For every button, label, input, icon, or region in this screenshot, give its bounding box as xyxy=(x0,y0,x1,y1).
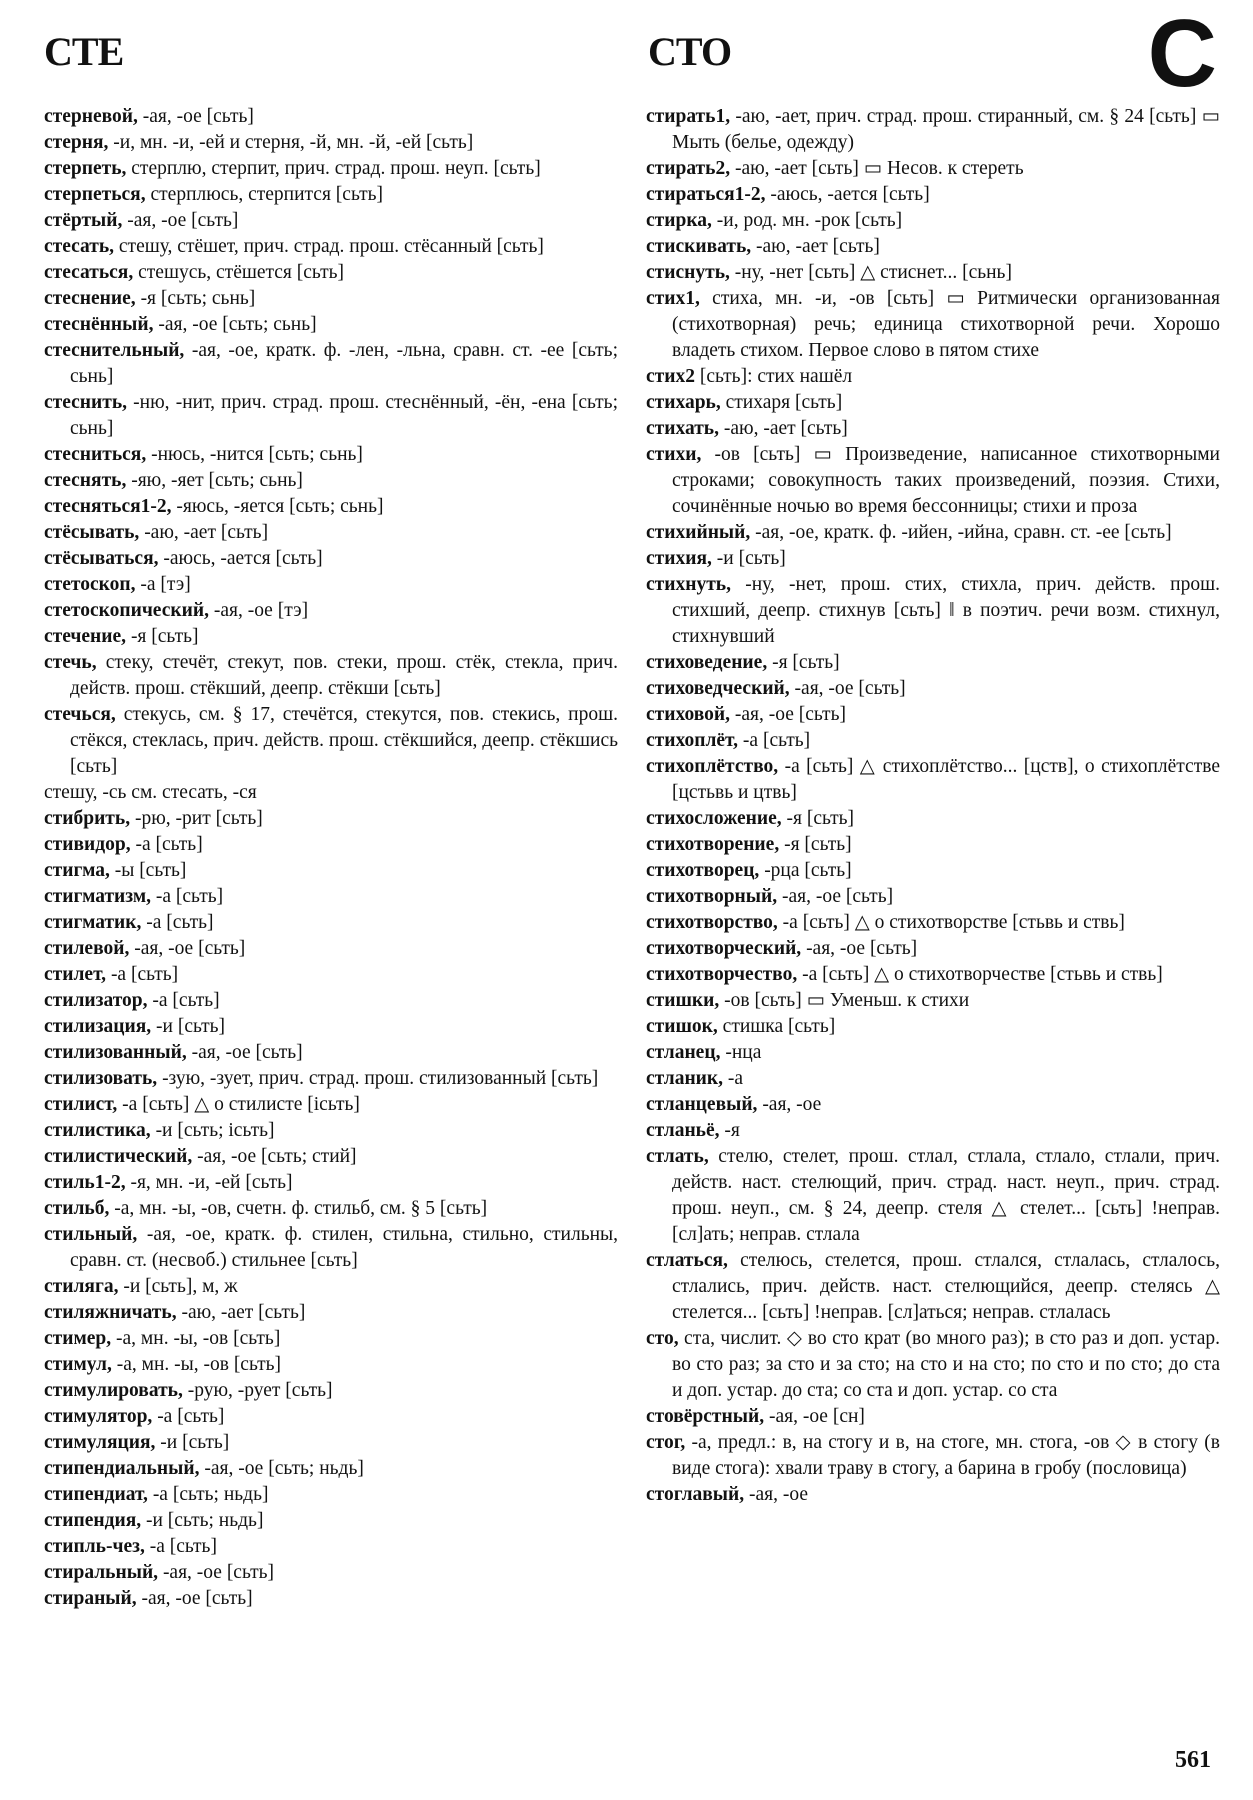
entry-headword: стланцевый, xyxy=(646,1094,758,1115)
dictionary-entry xyxy=(646,1144,1220,1248)
dictionary-entry xyxy=(44,1534,618,1560)
entry-body: -а [сьть; ньдь] xyxy=(147,1484,269,1505)
entry-body: -и [сьть] xyxy=(151,1016,226,1037)
entry-headword: стланик, xyxy=(646,1068,724,1089)
entry-body: -и [сьть; ісьть] xyxy=(150,1120,275,1141)
dictionary-entry xyxy=(44,1144,618,1170)
entry-body: -и [сьть; ньдь] xyxy=(141,1510,264,1531)
entry-body: ста, числит. ◇ во сто крат (во много раз); в сто раз и доп. устар. во сто раз; за сто и за сто; на сто и на сто; по сто и по сто; до ста и доп. устар. до ста; со ста и доп. устар. со ста xyxy=(672,1328,1220,1401)
entry-headword: стилистический, xyxy=(44,1146,193,1167)
entry-body: -я [сьть; сьнь] xyxy=(135,288,256,309)
dictionary-entry xyxy=(44,1456,618,1482)
dictionary-entry xyxy=(44,1274,618,1300)
dictionary-entry xyxy=(44,1482,618,1508)
entry-headword: стирать1, xyxy=(646,106,731,127)
entry-body: -яюсь, -яется [сьть; сьнь] xyxy=(171,496,384,517)
entry-body: -я [сьть] xyxy=(767,652,840,673)
entry-headword: стеснять, xyxy=(44,470,127,491)
entry-body: [сьть]: стих нашёл xyxy=(694,366,853,387)
dictionary-entry xyxy=(646,1014,1220,1040)
entry-headword: стог, xyxy=(646,1432,686,1453)
dictionary-entry xyxy=(646,962,1220,988)
dictionary-entry xyxy=(646,858,1220,884)
entry-body: -и [сьть] xyxy=(155,1432,230,1453)
entry-body: -и, мн. -и, -ей и стерня, -й, мн. -й, -ей [сьть] xyxy=(108,132,474,153)
entry-body: -а, мн. -ы, -ов [сьть] xyxy=(111,1354,282,1375)
entry-body: -а [сьть] △ о стихотворчестве [стьвь и ствь] xyxy=(797,964,1163,985)
entry-headword: стишки, xyxy=(646,990,720,1011)
entry-headword: стимуляция, xyxy=(44,1432,156,1453)
entry-body: -а [сьть] xyxy=(152,1406,225,1427)
dictionary-entry xyxy=(646,728,1220,754)
dictionary-entry xyxy=(44,156,618,182)
dictionary-entry xyxy=(44,234,618,260)
entry-body: -рую, -рует [сьть] xyxy=(182,1380,333,1401)
entry-body: стекусь, см. § 17, стечётся, стекутся, пов. стекись, прош. стёкся, стеклась, прич. действ. прош. стёкшийся, деепр. стёкшись [сьть] xyxy=(70,704,618,777)
dictionary-entry xyxy=(44,858,618,884)
entry-body: стиха, мн. -и, -ов [сьть] ▭ Ритмически организованная (стихотворная) речь; единица стихотворной речи. Хорошо владеть стихом. Первое слово в пятом стихе xyxy=(672,288,1220,361)
entry-headword: стечься, xyxy=(44,704,116,725)
entry-body: -ая, -ое [сьть; сьнь] xyxy=(153,314,317,335)
entry-body: -а [тэ] xyxy=(135,574,191,595)
entry-headword: стискивать, xyxy=(646,236,752,257)
entry-body: стерплюсь, стерпится [сьть] xyxy=(145,184,384,205)
entry-headword: стиховедческий, xyxy=(646,678,790,699)
entry-headword: стигматизм, xyxy=(44,886,151,907)
entry-body: -ая, -ое [сьть] xyxy=(730,704,846,725)
dictionary-entry xyxy=(44,1196,618,1222)
entry-headword: стиснуть, xyxy=(646,262,730,283)
dictionary-entry xyxy=(646,702,1220,728)
dictionary-entry xyxy=(44,1586,618,1612)
dictionary-entry xyxy=(44,832,618,858)
entry-headword: стихийный, xyxy=(646,522,751,543)
dictionary-entry xyxy=(44,130,618,156)
entry-headword: стихотворческий, xyxy=(646,938,802,959)
entry-body: -аю, -ает [сьть] xyxy=(139,522,269,543)
dictionary-entry xyxy=(44,1326,618,1352)
entry-headword: стесаться, xyxy=(44,262,134,283)
entry-headword: стипендия, xyxy=(44,1510,142,1531)
entry-headword: стибрить, xyxy=(44,808,131,829)
entry-headword: стетоскоп, xyxy=(44,574,136,595)
entry-body: -я [сьть] xyxy=(779,834,852,855)
entry-headword: стилизовать, xyxy=(44,1068,158,1089)
entry-headword: стилист, xyxy=(44,1094,118,1115)
dictionary-entry xyxy=(44,104,618,130)
entry-body: -аю, -ает [сьть] xyxy=(176,1302,306,1323)
entry-headword: стеснить, xyxy=(44,392,128,413)
dictionary-entry xyxy=(44,1378,618,1404)
entry-headword: стираться1-2, xyxy=(646,184,766,205)
entry-body: -ая, -ое [сн] xyxy=(764,1406,865,1427)
entry-headword: стиль1-2, xyxy=(44,1172,126,1193)
entry-headword: стихоплёт, xyxy=(646,730,739,751)
dictionary-entry xyxy=(44,468,618,494)
entry-body: -ая, -ое [тэ] xyxy=(208,600,309,621)
entry-headword: стильб, xyxy=(44,1198,110,1219)
dictionary-entry xyxy=(44,1404,618,1430)
dictionary-entry xyxy=(646,416,1220,442)
dictionary-entry xyxy=(44,442,618,468)
entry-headword: стиховедение, xyxy=(646,652,768,673)
entry-headword: стиховой, xyxy=(646,704,730,725)
entry-headword: стилизатор, xyxy=(44,990,148,1011)
entry-headword: стигма, xyxy=(44,860,110,881)
entry-headword: стеснение, xyxy=(44,288,136,309)
entry-body: -и [сьть] xyxy=(711,548,786,569)
entry-body: -а [сьть] xyxy=(147,990,220,1011)
entry-body: -ая, -ое [сьть] xyxy=(186,1042,303,1063)
dictionary-entry xyxy=(646,1248,1220,1326)
entry-headword: стильный, xyxy=(44,1224,138,1245)
dictionary-entry xyxy=(646,234,1220,260)
entry-body: -аюсь, -ается [сьть] xyxy=(765,184,930,205)
dictionary-entry xyxy=(44,390,618,442)
dictionary-entry xyxy=(646,1482,1220,1508)
entry-headword: стёсываться, xyxy=(44,548,159,569)
entry-headword: стилевой, xyxy=(44,938,130,959)
entry-headword: стирка, xyxy=(646,210,712,231)
entry-body: -а [сьть] △ стихоплётство... [цств], о стихоплётстве [цстьвь и цтвь] xyxy=(672,756,1220,803)
entry-body: -зую, -зует, прич. страд. прош. стилизованный [сьть] xyxy=(157,1068,599,1089)
dictionary-entry xyxy=(646,910,1220,936)
dictionary-entry xyxy=(646,988,1220,1014)
entry-headword: стерпеться, xyxy=(44,184,146,205)
entry-body: -а, мн. -ы, -ов [сьть] xyxy=(111,1328,281,1349)
entry-headword: стипль-чез, xyxy=(44,1536,145,1557)
dictionary-entry xyxy=(44,1014,618,1040)
entry-headword: стихоплётство, xyxy=(646,756,779,777)
entry-body: -ая, -ое [сьть] xyxy=(129,938,246,959)
entry-body: -а [сьть] xyxy=(738,730,811,751)
entry-headword: стеснённый, xyxy=(44,314,154,335)
dictionary-entry xyxy=(44,520,618,546)
entry-headword: стиляжничать, xyxy=(44,1302,177,1323)
dictionary-entry xyxy=(44,1040,618,1066)
dictionary-entry xyxy=(44,1430,618,1456)
entry-body: -ну, -нет, прош. стих, стихла, прич. действ. прош. стихший, деепр. стихнув [сьть] ‖ в поэтич. речи возм. стихнул, стихнувший xyxy=(672,574,1220,647)
dictionary-entry xyxy=(44,546,618,572)
entry-headword: стесняться1-2, xyxy=(44,496,172,517)
dictionary-entry xyxy=(646,104,1220,156)
entry-body: -ая, -ое xyxy=(757,1094,822,1115)
dictionary-entry xyxy=(646,156,1220,182)
entry-headword: стиляга, xyxy=(44,1276,119,1297)
dictionary-entry xyxy=(44,702,618,780)
entry-body: -аю, -ает [сьть] xyxy=(718,418,848,439)
dictionary-entry xyxy=(44,260,618,286)
entry-headword: стихнуть, xyxy=(646,574,731,595)
dictionary-entry xyxy=(44,1508,618,1534)
left-running-head: СТЕ xyxy=(44,29,124,74)
entry-body: -ню, -нит, прич. страд. прош. стеснённый, -ён, -ена [сьть; сьнь] xyxy=(70,392,618,439)
dictionary-entry xyxy=(646,442,1220,520)
entry-headword: стипендиальный, xyxy=(44,1458,200,1479)
entry-headword: стёртый, xyxy=(44,210,123,231)
dictionary-entry xyxy=(646,1326,1220,1404)
dictionary-entry xyxy=(44,338,618,390)
dictionary-entry xyxy=(646,520,1220,546)
dictionary-entry xyxy=(646,884,1220,910)
entry-headword: стих1, xyxy=(646,288,700,309)
dictionary-entry xyxy=(646,364,1220,390)
dictionary-entry xyxy=(44,650,618,702)
dictionary-entry xyxy=(646,390,1220,416)
entry-body: стешусь, стёшется [сьть] xyxy=(133,262,344,283)
entry-body: -ов [сьть] ▭ Произведение, написанное стихотворными строками; совокупность таких произведений, поэзия. Стихи, сочинённые ночью во время бессонницы; стихи и проза xyxy=(672,444,1220,517)
dictionary-entry xyxy=(44,286,618,312)
dictionary-entry xyxy=(44,988,618,1014)
entry-headword: стихотворный, xyxy=(646,886,778,907)
entry-headword: стимулятор, xyxy=(44,1406,153,1427)
entry-body: -аю, -ает [сьть] ▭ Несов. к стереть xyxy=(730,158,1024,179)
entry-body: -а, предл.: в, на стогу и в, на стоге, мн. стога, -ов ◇ в стогу (в виде стога): хвали траву в стогу, а барина в гробу (пословица) xyxy=(672,1432,1220,1479)
entry-headword: стимул, xyxy=(44,1354,112,1375)
entry-body: -нюсь, -нится [сьть; сьнь] xyxy=(146,444,363,465)
entry-body: -и, род. мн. -рок [сьть] xyxy=(711,210,903,231)
entry-headword: стетоскопический, xyxy=(44,600,209,621)
entry-body: -ая, -ое [сьть] xyxy=(122,210,239,231)
dictionary-entry xyxy=(646,832,1220,858)
center-running-head: СТО xyxy=(648,29,732,74)
dictionary-entry xyxy=(44,806,618,832)
entry-headword: стесать, xyxy=(44,236,115,257)
entry-headword: стилистика, xyxy=(44,1120,151,1141)
entry-headword: стипендиат, xyxy=(44,1484,148,1505)
dictionary-entry xyxy=(44,1092,618,1118)
entry-body: -а xyxy=(723,1068,744,1089)
entry-body: -рца [сьть] xyxy=(759,860,852,881)
page-number: 561 xyxy=(1175,1747,1211,1773)
left-column xyxy=(44,104,618,1612)
entry-body: -ая, -ое [сьть] xyxy=(136,1588,253,1609)
entry-body: -а [сьть] xyxy=(130,834,203,855)
dictionary-entry xyxy=(44,624,618,650)
entry-headword: стилизация, xyxy=(44,1016,152,1037)
dictionary-entry xyxy=(646,286,1220,364)
dictionary-entry xyxy=(646,676,1220,702)
entry-body: -ая, -ое [сьть; стий] xyxy=(192,1146,357,1167)
entry-headword: стерня, xyxy=(44,132,109,153)
entry-headword: стивидор, xyxy=(44,834,131,855)
entry-headword: стихотворство, xyxy=(646,912,778,933)
entry-headword: сто, xyxy=(646,1328,679,1349)
dictionary-entry xyxy=(646,754,1220,806)
entry-headword: стланец, xyxy=(646,1042,721,1063)
entry-body: -а [сьть] xyxy=(141,912,214,933)
entry-body: стишка [сьть] xyxy=(717,1016,836,1037)
entry-headword: стихотворец, xyxy=(646,860,760,881)
entry-headword: стих2 xyxy=(646,366,695,387)
entry-body: -ая, -ое, кратк. ф. -лен, -льна, сравн. ст. -ее [сьть; сьнь] xyxy=(70,340,618,387)
entry-body: -яю, -яет [сьть; сьнь] xyxy=(126,470,303,491)
dictionary-entry xyxy=(44,1352,618,1378)
entry-headword: стишок, xyxy=(646,1016,718,1037)
entry-body: стерплю, стерпит, прич. страд. прош. неуп. [сьть] xyxy=(126,158,541,179)
entry-body: -аю, -ает, прич. страд. прош. стиранный, см. § 24 [сьть] ▭ Мыть (белье, одежду) xyxy=(672,106,1220,153)
entry-body: -а [сьть] △ о стихотворстве [стьвь и ствь] xyxy=(777,912,1125,933)
entry-body: -я [сьть] xyxy=(126,626,199,647)
entry-body: -ая, -ое [сьть] xyxy=(158,1562,275,1583)
entry-body: -ая, -ое, кратк. ф. стилен, стильна, стильно, стильны, сравн. ст. (несвоб.) стильнее [сьть] xyxy=(70,1224,618,1271)
entry-body: -ая, -ое xyxy=(744,1484,809,1505)
dictionary-entry xyxy=(44,936,618,962)
dictionary-entry xyxy=(44,962,618,988)
dictionary-entry xyxy=(44,1170,618,1196)
entry-body: стелю, стелет, прош. стлал, стлала, стлало, стлали, прич. действ. наст. стелющий, прич. страд. наст. неуп., прич. страд. прош. неуп., см. § 24, деепр. стеля △ стелет... [сьть] !неправ. [сл]ать; неправ. стлала xyxy=(672,1146,1220,1245)
dictionary-entry xyxy=(646,208,1220,234)
entry-body: -а [сьть] △ о стилисте [ісьть] xyxy=(117,1094,360,1115)
dictionary-entry xyxy=(44,910,618,936)
dictionary-entry xyxy=(646,806,1220,832)
entry-body: стеку, стечёт, стекут, пов. стеки, прош. стёк, стекла, прич. действ. прош. стёкший, деепр. стёкши [сьть] xyxy=(70,652,618,699)
entry-body: -я, мн. -и, -ей [сьть] xyxy=(125,1172,293,1193)
dictionary-entry xyxy=(44,572,618,598)
dictionary-entry xyxy=(646,1040,1220,1066)
entry-body: -нца xyxy=(720,1042,762,1063)
dictionary-entry xyxy=(44,312,618,338)
entry-body: -ая, -ое [сьть] xyxy=(137,106,254,127)
entry-body: -ая, -ое [сьть] xyxy=(789,678,906,699)
dictionary-entry xyxy=(44,182,618,208)
entry-headword: стихарь, xyxy=(646,392,721,413)
entry-body: -а, мн. -ы, -ов, счетн. ф. стильб, см. § 5 [сьть] xyxy=(109,1198,488,1219)
entry-headword: стерневой, xyxy=(44,106,138,127)
entry-body: -ы [сьть] xyxy=(109,860,187,881)
entry-body: -ая, -ое [сьть; ньдь] xyxy=(199,1458,364,1479)
entry-body: -аю, -ает [сьть] xyxy=(751,236,880,257)
entry-headword: стлать, xyxy=(646,1146,709,1167)
entry-body: -ов [сьть] ▭ Уменьш. к стихи xyxy=(719,990,970,1011)
entry-headword: стирать2, xyxy=(646,158,731,179)
entry-body: -ая, -ое, кратк. ф. -ийен, -ийна, сравн. ст. -ее [сьть] xyxy=(750,522,1172,543)
entry-headword: стираный, xyxy=(44,1588,137,1609)
entry-body: -а [сьть] xyxy=(151,886,224,907)
dictionary-entry xyxy=(44,780,618,806)
entry-headword: стиральный, xyxy=(44,1562,159,1583)
entry-body: стелюсь, стелется, прош. стлался, стлалась, стлалось, стлались, прич. действ. наст. стелющийся, деепр. стелясь △ стелется... [сьть] !неправ. [сл]аться; неправ. стлалась xyxy=(672,1250,1220,1323)
dictionary-entry xyxy=(44,1118,618,1144)
entry-body: -аюсь, -ается [сьть] xyxy=(158,548,323,569)
entry-body: -я [сьть] xyxy=(781,808,855,829)
entry-headword: стерпеть, xyxy=(44,158,127,179)
entry-body: -а [сьть] xyxy=(144,1536,217,1557)
dictionary-entry xyxy=(44,208,618,234)
dictionary-entry xyxy=(646,936,1220,962)
entry-body: стихаря [сьть] xyxy=(720,392,843,413)
dictionary-entry xyxy=(44,1222,618,1274)
dictionary-entry xyxy=(44,1560,618,1586)
dictionary-entry xyxy=(646,1066,1220,1092)
entry-body: -а [сьть] xyxy=(106,964,179,985)
dictionary-entry xyxy=(44,884,618,910)
dictionary-entry xyxy=(646,572,1220,650)
dictionary-entry xyxy=(646,1118,1220,1144)
dictionary-entry xyxy=(646,1430,1220,1482)
entry-headword: стимер, xyxy=(44,1328,112,1349)
entry-body: -я xyxy=(719,1120,740,1141)
entry-headword: стечь, xyxy=(44,652,97,673)
entry-headword: стилет, xyxy=(44,964,107,985)
dictionary-entry xyxy=(44,494,618,520)
dictionary-entry xyxy=(646,546,1220,572)
entry-body: стешу, стёшет, прич. страд. прош. стёсанный [сьть] xyxy=(114,236,544,257)
entry-headword: стихи, xyxy=(646,444,702,465)
entry-body: стешу, -сь см. стесать, -ся xyxy=(44,782,257,803)
dictionary-entry xyxy=(646,260,1220,286)
right-column xyxy=(646,104,1220,1508)
entry-headword: стлаться, xyxy=(646,1250,728,1271)
entry-headword: стечение, xyxy=(44,626,127,647)
dictionary-entry xyxy=(646,182,1220,208)
entry-headword: стихотворчество, xyxy=(646,964,798,985)
entry-headword: стихать, xyxy=(646,418,719,439)
dictionary-entry xyxy=(646,1092,1220,1118)
dictionary-entry xyxy=(646,1404,1220,1430)
entry-headword: стланьё, xyxy=(646,1120,720,1141)
entry-body: -рю, -рит [сьть] xyxy=(130,808,263,829)
entry-headword: стихосложение, xyxy=(646,808,782,829)
entry-headword: стихотворение, xyxy=(646,834,780,855)
entry-headword: стигматик, xyxy=(44,912,142,933)
entry-headword: стёсывать, xyxy=(44,522,140,543)
section-letter: С xyxy=(1147,0,1217,107)
dictionary-entry xyxy=(44,598,618,624)
entry-headword: стеснительный, xyxy=(44,340,185,361)
entry-headword: стилизованный, xyxy=(44,1042,187,1063)
entry-body: -ну, -нет [сьть] △ стиснет... [сьнь] xyxy=(729,262,1012,283)
entry-headword: стоглавый, xyxy=(646,1484,745,1505)
entry-headword: стимулировать, xyxy=(44,1380,183,1401)
entry-headword: стовёрстный, xyxy=(646,1406,765,1427)
entry-body: -и [сьть], м, ж xyxy=(118,1276,238,1297)
dictionary-entry xyxy=(44,1300,618,1326)
entry-body: -ая, -ое [сьть] xyxy=(777,886,894,907)
entry-headword: стесниться, xyxy=(44,444,147,465)
dictionary-entry xyxy=(44,1066,618,1092)
dictionary-entry xyxy=(646,650,1220,676)
entry-headword: стихия, xyxy=(646,548,712,569)
entry-body: -ая, -ое [сьть] xyxy=(801,938,918,959)
